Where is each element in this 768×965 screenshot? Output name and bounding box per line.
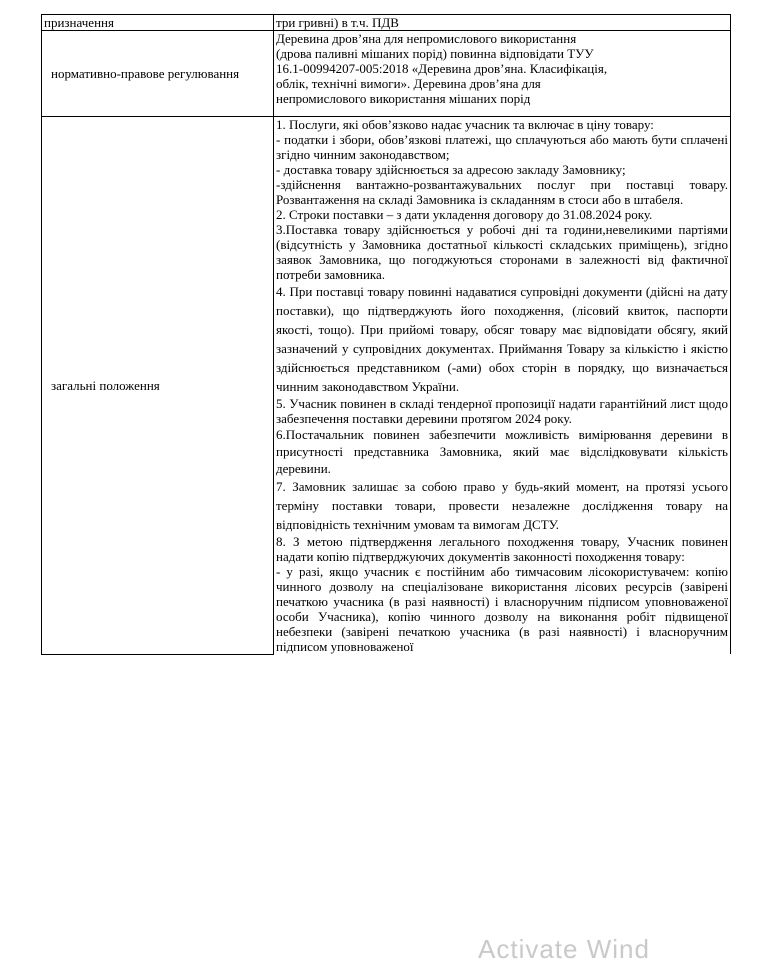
general-paragraph: - податки і збори, обов’язкові платежі, що сплачуються або мають бути сплачені згідно чинним законодавством; <box>276 132 728 162</box>
general-paragraph: 1. Послуги, які обов’язково надає учасник та включає в ціну товару: <box>276 117 654 132</box>
regulation-label: нормативно-правове регулювання <box>42 31 274 117</box>
general-paragraph: 2. Строки поставки – з дати укладення договору до 31.08.2024 року. <box>276 207 653 222</box>
regulation-line: (дрова паливні мішаних порід) повинна відповідати ТУУ <box>276 46 594 61</box>
general-paragraph: 4. При поставці товару повинні надаватися супровідні документи (дійсні на дату поставки), що підтверджують його походження, (лісовий квиток, паспорти якості, тощо). При прийомі товару, обсяг товару має відповідати обсягу, який зазначений у супровідних документах. Приймання Товару за кількістю і якістю здійснюється представником (-ами) обох сторін в порядку, що визначається чинним законодавством України. <box>276 284 728 394</box>
row-general <box>42 117 731 655</box>
row-purpose <box>42 15 731 31</box>
regulation-line: 16.1-00994207-005:2018 «Деревина дров’яна. Класифікація, <box>276 61 608 76</box>
general-paragraph: - у разі, якщо учасник є постійним або тимчасовим лісокористувачем: копію чинного дозволу на спеціалізоване використання лісових ресурсів (завірені печаткою учасника (в разі наявності) і власноручним підписом уповноваженої особи Учасника), копію чинного дозволу на виконання робіт підвищеної небезпеки (завірені печаткою учасника (в разі наявності) і власноручним підписом уповноваженої <box>276 564 728 654</box>
regulation-line: Деревина дров’яна для непромислового використання <box>276 31 577 46</box>
general-paragraph: 8. З метою підтвердження легального походження товару, Учасник повинен надати копію підтверджуючих документів законності походження товару: <box>276 534 728 564</box>
general-paragraph: 7. Замовник залишає за собою право у будь-який момент, на протязі усього терміну поставки товари, провести незалежне дослідження товару на відповідність технічним умовам та вимогам ДСТУ. <box>276 479 728 532</box>
row-regulation <box>42 31 731 117</box>
document-table <box>41 14 731 655</box>
general-paragraph: - доставка товару здійснюється за адресою закладу Замовнику; <box>276 162 626 177</box>
general-paragraph: -здійснення вантажно-розвантажувальних послуг при поставці товару. Розвантаження на складі Замовника із складанням в стоси або в штабеля. <box>276 177 728 207</box>
general-paragraph: 6.Постачальник повинен забезпечити можливість вимірювання деревини в присутності представника Замовника, який має відслідковувати кількість деревини. <box>276 427 728 476</box>
purpose-label: призначення <box>42 15 274 31</box>
general-paragraph: 3.Поставка товару здійснюється у робочі дні та години,невеликими партіями (відсутність у Замовника достатньої кількості складських приміщень), згідно заявок Замовника, що погоджуються сторонами в залежності від фактичної потреби замовника. <box>276 222 728 282</box>
regulation-line: облік, технічні вимоги». Деревина дров’яна для <box>276 76 541 91</box>
general-label: загальні положення <box>42 117 274 655</box>
general-text <box>274 117 731 655</box>
regulation-text <box>274 31 731 117</box>
general-paragraph: 5. Учасник повинен в складі тендерної пропозиції надати гарантійний лист щодо забезпечення поставки деревини протягом 2024 року. <box>276 396 728 426</box>
regulation-line: непромислового використання мішаних порід <box>276 91 531 106</box>
activation-watermark: Activate Wind <box>478 934 650 964</box>
purpose-value: три гривні) в т.ч. ПДВ <box>274 15 731 31</box>
